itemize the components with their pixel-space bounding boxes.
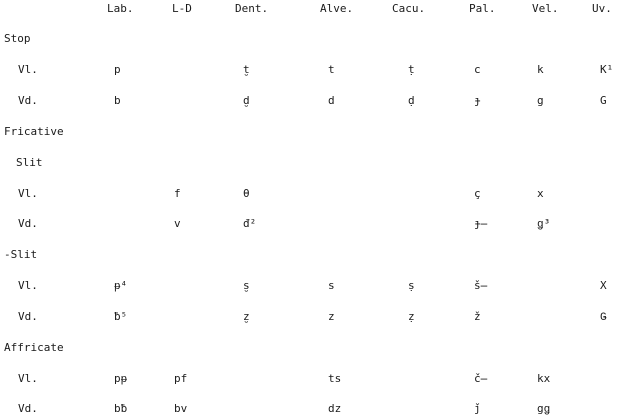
column-header: Lab. bbox=[107, 2, 134, 15]
table-cell: gǥ bbox=[537, 402, 551, 415]
table-cell: v bbox=[174, 217, 181, 230]
table-cell: z̮ bbox=[243, 310, 250, 323]
table-cell: G bbox=[600, 94, 607, 107]
table-cell: ẓ bbox=[408, 310, 415, 323]
table-cell: x bbox=[537, 187, 544, 200]
table-cell: Ǥ bbox=[600, 310, 607, 323]
table-row bbox=[0, 63, 617, 81]
group-label: Slit bbox=[16, 156, 43, 169]
column-header: Uv. bbox=[592, 2, 612, 15]
table-cell: d̮ bbox=[243, 94, 250, 107]
table-cell: kx bbox=[537, 372, 551, 385]
table-row bbox=[0, 217, 617, 235]
table-cell: k bbox=[537, 63, 544, 76]
table-row bbox=[0, 402, 617, 420]
row-label: Vl. bbox=[18, 279, 38, 292]
table-cell: ɟ bbox=[474, 94, 481, 107]
table-cell: b bbox=[114, 94, 121, 107]
table-row bbox=[0, 248, 617, 266]
table-cell: ts bbox=[328, 372, 342, 385]
table-cell: f bbox=[174, 187, 181, 200]
table-cell: t bbox=[328, 63, 335, 76]
table-cell: d bbox=[328, 94, 335, 107]
table-row bbox=[0, 372, 617, 390]
table-row bbox=[0, 341, 617, 359]
table-cell: ɟ̶ bbox=[474, 217, 488, 230]
table-cell: K¹ bbox=[600, 63, 614, 76]
table-row bbox=[0, 156, 617, 174]
table-cell: ᵽ⁴ bbox=[114, 279, 128, 292]
table-cell: đ² bbox=[243, 217, 257, 230]
table-cell: ǰ bbox=[474, 402, 481, 415]
table-row bbox=[0, 310, 617, 328]
table-cell: s̮ bbox=[243, 279, 250, 292]
table-row bbox=[0, 125, 617, 143]
column-header: L-D bbox=[172, 2, 192, 15]
table-cell: ḍ bbox=[408, 94, 415, 107]
row-label: Vd. bbox=[18, 217, 38, 230]
section-label: Stop bbox=[4, 32, 31, 45]
section-label: -Slit bbox=[4, 248, 38, 261]
table-cell: pᵽ bbox=[114, 372, 128, 385]
table-row bbox=[0, 187, 617, 205]
column-header: Cacu. bbox=[392, 2, 426, 15]
column-header: Vel. bbox=[532, 2, 559, 15]
table-cell: pf bbox=[174, 372, 188, 385]
row-label: Vl. bbox=[18, 187, 38, 200]
table-cell: X bbox=[600, 279, 607, 292]
table-cell: bv bbox=[174, 402, 188, 415]
row-label: Vd. bbox=[18, 94, 38, 107]
row-label: Vd. bbox=[18, 402, 38, 415]
table-cell: ṭ bbox=[408, 63, 415, 76]
table-cell: š̶ bbox=[474, 279, 488, 292]
table-row bbox=[0, 32, 617, 50]
table-cell: t̮ bbox=[243, 63, 250, 76]
table-cell: č̶ bbox=[474, 372, 488, 385]
table-cell: s bbox=[328, 279, 335, 292]
table-cell: bƀ bbox=[114, 402, 128, 415]
table-cell: ṣ bbox=[408, 279, 415, 292]
table-cell: ž bbox=[474, 310, 481, 323]
table-cell: p bbox=[114, 63, 121, 76]
table-cell: ƀ⁵ bbox=[114, 310, 128, 323]
table-cell: z bbox=[328, 310, 335, 323]
column-header: Pal. bbox=[469, 2, 496, 15]
table-cell: g bbox=[537, 94, 544, 107]
column-header: Dent. bbox=[235, 2, 269, 15]
section-label: Fricative bbox=[4, 125, 64, 138]
table-row bbox=[0, 94, 617, 112]
column-header: Alve. bbox=[320, 2, 354, 15]
table-cell: dz bbox=[328, 402, 342, 415]
table-cell: ç bbox=[474, 187, 481, 200]
row-label: Vd. bbox=[18, 310, 38, 323]
table-row bbox=[0, 279, 617, 297]
table-cell: c bbox=[474, 63, 481, 76]
section-label: Affricate bbox=[4, 341, 64, 354]
row-label: Vl. bbox=[18, 63, 38, 76]
table-cell: θ bbox=[243, 187, 250, 200]
table-cell: ǥ³ bbox=[537, 217, 551, 230]
row-label: Vl. bbox=[18, 372, 38, 385]
